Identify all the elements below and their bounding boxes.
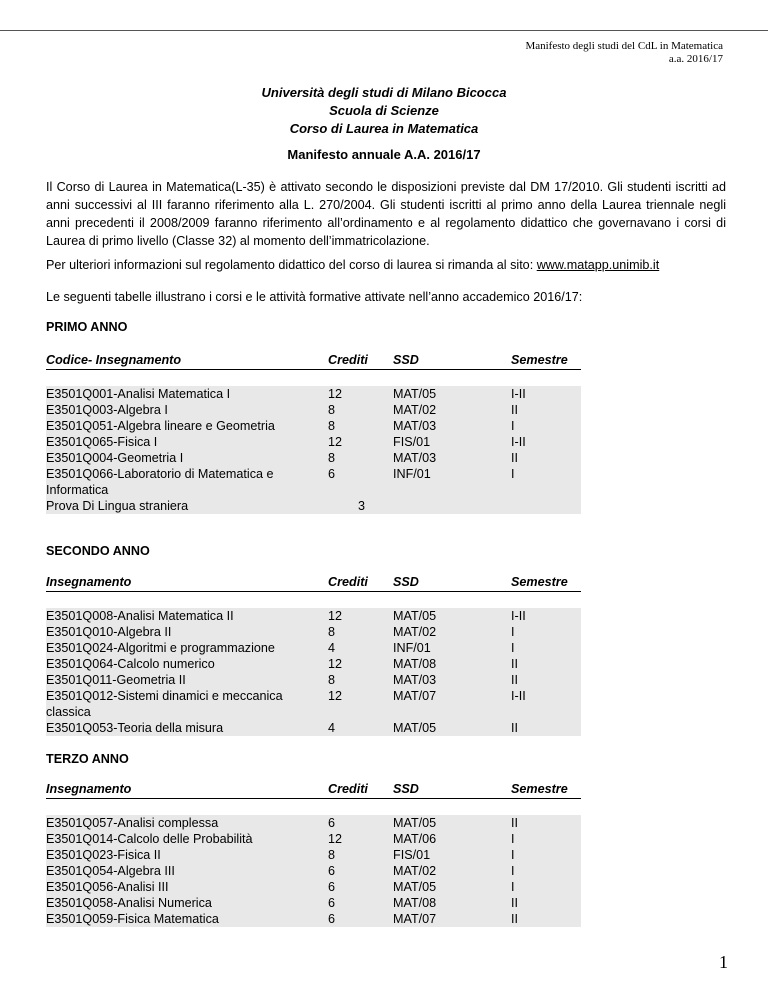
year3-header-ssd: SSD [393, 780, 511, 799]
ssd-cell: MAT/05 [393, 720, 511, 736]
credits-cell: 8 [328, 418, 393, 434]
year1-header-ssd: SSD [393, 351, 511, 370]
year1-title: PRIMO ANNO [46, 320, 128, 334]
semester-cell: I [511, 640, 581, 656]
semester-cell: I [511, 879, 581, 895]
semester-cell: I-II [511, 386, 581, 402]
course-cell: E3501Q014-Calcolo delle Probabilità [46, 831, 328, 847]
year2-row [46, 640, 581, 656]
credits-cell: 8 [328, 672, 393, 688]
spacer-row [46, 799, 581, 816]
year1-row [46, 418, 581, 434]
spacer-cell [328, 370, 393, 387]
course-cell: Prova Di Lingua straniera [46, 498, 328, 514]
year2-header-credits: Crediti [328, 573, 393, 592]
spacer-cell [393, 592, 511, 609]
year3-header-course: Insegnamento [46, 780, 328, 799]
course-cell: E3501Q057-Analisi complessa [46, 815, 328, 831]
semester-cell: II [511, 895, 581, 911]
year3-row [46, 815, 581, 831]
year2-row [46, 688, 581, 720]
year2-header-semester: Semestre [511, 573, 581, 592]
year2-header-course: Insegnamento [46, 573, 328, 592]
credits-cell: 8 [328, 450, 393, 466]
ssd-cell: INF/01 [393, 466, 511, 498]
spacer-cell [511, 370, 581, 387]
year1-header-course: Codice- Insegnamento [46, 351, 328, 370]
semester-cell: I [511, 624, 581, 640]
spacer-cell [328, 592, 393, 609]
course-cell: E3501Q023-Fisica II [46, 847, 328, 863]
year3-row [46, 847, 581, 863]
info-text: Per ulteriori informazioni sul regolamento didattico del corso di laurea si rimanda al sito: [46, 258, 534, 272]
course-cell: E3501Q053-Teoria della misura [46, 720, 328, 736]
spacer-cell [46, 370, 328, 387]
year2-row [46, 624, 581, 640]
semester-cell: I [511, 831, 581, 847]
credits-cell: 12 [328, 608, 393, 624]
ssd-cell: MAT/03 [393, 450, 511, 466]
course-cell: E3501Q011-Geometria II [46, 672, 328, 688]
ssd-cell: MAT/03 [393, 418, 511, 434]
ssd-cell: MAT/05 [393, 386, 511, 402]
spacer-cell [46, 592, 328, 609]
semester-cell: I-II [511, 608, 581, 624]
year2-table [46, 573, 581, 736]
running-header [525, 40, 723, 66]
course-cell: E3501Q059-Fisica Matematica [46, 911, 328, 927]
ssd-cell: MAT/02 [393, 402, 511, 418]
ssd-cell [393, 498, 511, 514]
credits-cell: 6 [328, 863, 393, 879]
semester-cell [511, 498, 581, 514]
ssd-cell: MAT/05 [393, 879, 511, 895]
credits-cell: 8 [328, 847, 393, 863]
semester-cell: II [511, 450, 581, 466]
course-cell: E3501Q054-Algebra III [46, 863, 328, 879]
course-cell: E3501Q064-Calcolo numerico [46, 656, 328, 672]
tables-intro: Le seguenti tabelle illustrano i corsi e le attività formative attivate nell’anno accademico 2016/17: [46, 290, 583, 304]
year2-title: SECONDO ANNO [46, 544, 150, 558]
course-cell: E3501Q024-Algoritmi e programmazione [46, 640, 328, 656]
ssd-cell: MAT/07 [393, 911, 511, 927]
ssd-cell: MAT/05 [393, 608, 511, 624]
course-cell: E3501Q010-Algebra II [46, 624, 328, 640]
year2-row [46, 656, 581, 672]
spacer-cell [46, 799, 328, 816]
spacer-cell [511, 799, 581, 816]
info-link[interactable]: www.matapp.unimib.it [536, 258, 660, 272]
course-cell: E3501Q066-Laboratorio di Matematica e Informatica [46, 466, 328, 498]
year3-row [46, 911, 581, 927]
year3-header-credits: Crediti [328, 780, 393, 799]
year3-row [46, 895, 581, 911]
year3-title: TERZO ANNO [46, 752, 129, 766]
course-cell: E3501Q008-Analisi Matematica II [46, 608, 328, 624]
credits-cell: 6 [328, 895, 393, 911]
spacer-row [46, 370, 581, 387]
semester-cell: I-II [511, 688, 581, 720]
semester-cell: II [511, 672, 581, 688]
year1-row [46, 450, 581, 466]
ssd-cell: MAT/07 [393, 688, 511, 720]
year1-header-credits: Crediti [328, 351, 393, 370]
ssd-cell: MAT/05 [393, 815, 511, 831]
year3-header-semester: Semestre [511, 780, 581, 799]
spacer-cell [393, 799, 511, 816]
year1-row [46, 386, 581, 402]
year2-header-ssd: SSD [393, 573, 511, 592]
ssd-cell: MAT/03 [393, 672, 511, 688]
spacer-cell [393, 370, 511, 387]
spacer-row [46, 592, 581, 609]
course-cell: E3501Q001-Analisi Matematica I [46, 386, 328, 402]
header-line-2: a.a. 2016/17 [668, 53, 723, 65]
semester-cell: II [511, 720, 581, 736]
spacer-cell [511, 592, 581, 609]
credits-cell: 4 [328, 720, 393, 736]
header-rule [0, 30, 768, 31]
semester-cell: I [511, 418, 581, 434]
credits-cell: 4 [328, 640, 393, 656]
credits-cell: 12 [328, 831, 393, 847]
year1-header-semester: Semestre [511, 351, 581, 370]
credits-cell: 12 [328, 434, 393, 450]
year2-row [46, 720, 581, 736]
ssd-cell: FIS/01 [393, 847, 511, 863]
semester-cell: II [511, 656, 581, 672]
course-cell: E3501Q004-Geometria I [46, 450, 328, 466]
credits-cell: 6 [328, 815, 393, 831]
ssd-cell: MAT/02 [393, 624, 511, 640]
school-name: Scuola di Scienze [329, 103, 439, 118]
credits-cell: 6 [328, 879, 393, 895]
year2-row [46, 672, 581, 688]
semester-cell: II [511, 911, 581, 927]
year3-table [46, 780, 581, 927]
year2-row [46, 608, 581, 624]
course-cell: E3501Q012-Sistemi dinamici e meccanica classica [46, 688, 328, 720]
ssd-cell: MAT/08 [393, 656, 511, 672]
info-paragraph [46, 256, 726, 274]
year3-row [46, 863, 581, 879]
course-cell: E3501Q003-Algebra I [46, 402, 328, 418]
header-line-1: Manifesto degli studi del CdL in Matematica [525, 40, 723, 52]
credits-cell: 8 [328, 624, 393, 640]
credits-cell: 12 [328, 688, 393, 720]
intro-paragraph: Il Corso di Laurea in Matematica(L-35) è attivato secondo le disposizioni previste dal DM 17/2010. Gli studenti iscritti ad anni successivi al III faranno riferimento alla L. 270/2004. Gli studenti iscritti al primo anno della Laurea triennale negli anni precedenti il 2008/2009 faranno riferimento all’ordinamento e al regolamento didattico che governavano i corsi di Laurea di primo livello (Classe 32) al momento dell’immatricolazione. [46, 180, 726, 248]
course-cell: E3501Q051-Algebra lineare e Geometria [46, 418, 328, 434]
year1-row [46, 402, 581, 418]
spacer-cell [328, 799, 393, 816]
ssd-cell: MAT/06 [393, 831, 511, 847]
credits-cell: 6 [328, 466, 393, 498]
credits-cell: 3 [328, 498, 393, 514]
semester-cell: II [511, 815, 581, 831]
semester-cell: I [511, 863, 581, 879]
year3-row [46, 831, 581, 847]
university-name: Università degli studi di Milano Bicocca [261, 85, 507, 100]
language-test-row [46, 498, 581, 514]
course-cell: E3501Q056-Analisi III [46, 879, 328, 895]
credits-cell: 6 [328, 911, 393, 927]
credits-cell: 8 [328, 402, 393, 418]
semester-cell: I [511, 466, 581, 498]
course-cell: E3501Q065-Fisica I [46, 434, 328, 450]
ssd-cell: MAT/02 [393, 863, 511, 879]
year3-row [46, 879, 581, 895]
year1-table [46, 351, 581, 514]
page-number: 1 [719, 952, 728, 972]
ssd-cell: INF/01 [393, 640, 511, 656]
semester-cell: II [511, 402, 581, 418]
course-name: Corso di Laurea in Matematica [289, 121, 479, 136]
year1-row [46, 466, 581, 498]
credits-cell: 12 [328, 656, 393, 672]
ssd-cell: FIS/01 [393, 434, 511, 450]
semester-cell: I [511, 847, 581, 863]
manifesto-title: Manifesto annuale A.A. 2016/17 [287, 147, 481, 162]
semester-cell: I-II [511, 434, 581, 450]
institution-block [0, 84, 768, 138]
ssd-cell: MAT/08 [393, 895, 511, 911]
course-cell: E3501Q058-Analisi Numerica [46, 895, 328, 911]
year1-row [46, 434, 581, 450]
credits-cell: 12 [328, 386, 393, 402]
